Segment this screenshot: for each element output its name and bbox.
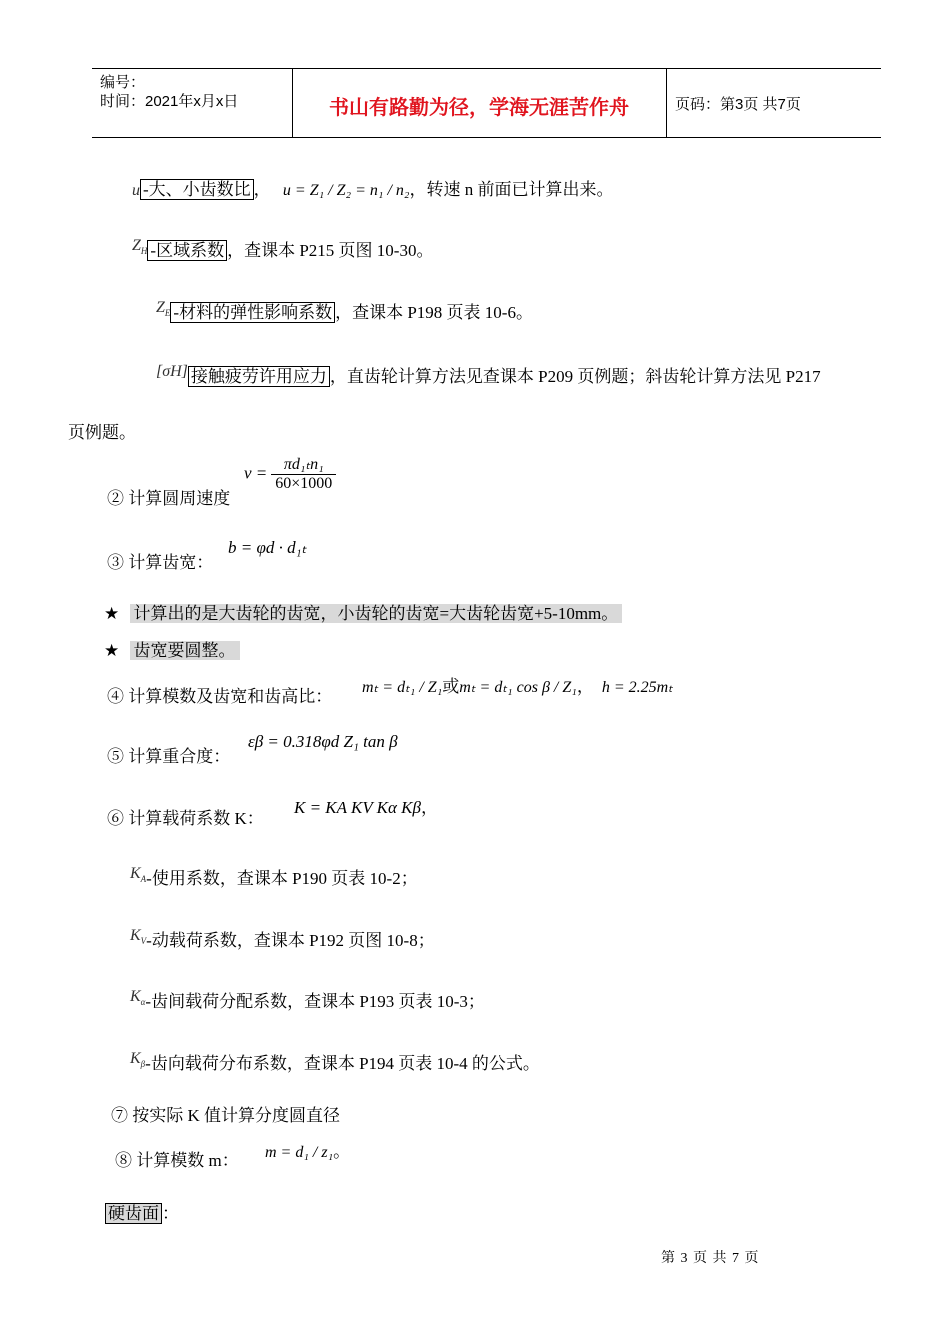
kv-symbol: K <box>130 927 141 944</box>
step8-formula-wrap <box>265 1137 350 1162</box>
zh-subscript: H <box>140 246 148 257</box>
kbeta-line <box>130 1049 540 1075</box>
step7-label: ⑦ 按实际 K 值计算分度圆直径 <box>111 1106 341 1125</box>
step3-formula: b = φd · d₁ₜ <box>228 538 307 557</box>
kbeta-symbol: K <box>130 1050 141 1067</box>
u-boxed-term: -大、小齿数比 <box>140 179 254 200</box>
zh-symbol: Z <box>132 237 141 254</box>
kalpha-subscript: α <box>140 997 146 1008</box>
ka-text: -使用系数，查课本 P190 页表 10-2； <box>146 869 418 888</box>
kalpha-line <box>130 987 485 1013</box>
sigma-h-boxed-term: 接触疲劳许用应力 <box>188 366 330 387</box>
sigma-h-symbol: [σH] <box>156 363 188 380</box>
step4-formula-3: h = 2.25mₜ <box>601 679 673 696</box>
ze-boxed-term: -材料的弹性影响系数 <box>170 302 335 323</box>
sigma-h-continuation: 页例题。 <box>68 423 136 442</box>
kalpha-symbol: K <box>130 988 141 1005</box>
ka-line <box>130 864 418 890</box>
header-left <box>100 73 238 111</box>
step2-denominator: 60×1000 <box>275 475 333 492</box>
step4-label: ④ 计算模数及齿宽和齿高比： <box>107 687 333 706</box>
step8-formula: m = d₁ / z₁ <box>265 1144 334 1161</box>
step5-formula: εβ = 0.318φd Z₁ tan β <box>248 732 398 751</box>
number-label: 编号： <box>100 74 146 91</box>
sigma-h-line <box>156 362 821 387</box>
zh-boxed-term: -区域系数 <box>147 240 227 261</box>
star-note-1 <box>104 599 622 624</box>
ka-subscript: A <box>140 874 147 885</box>
hard-surface-label: 硬齿面 <box>105 1203 162 1224</box>
header-page-label: 页码：第3页 共7页 <box>675 96 801 113</box>
step8-tail: 。 <box>333 1142 351 1161</box>
star-icon: ★ <box>104 604 120 624</box>
kv-line <box>130 926 435 952</box>
kbeta-text: -齿向载荷分布系数，查课本 P194 页表 10-4 的公式。 <box>145 1054 540 1073</box>
hard-surface-heading <box>105 1199 179 1224</box>
star-note-2 <box>104 636 240 661</box>
step6-formula-wrap <box>294 793 438 818</box>
hard-surface-colon: ： <box>162 1204 179 1223</box>
ze-subscript: E <box>164 308 171 319</box>
step3-label: ③ 计算齿宽： <box>107 553 214 572</box>
u-line <box>132 175 613 200</box>
ze-line <box>156 298 533 324</box>
step6-formula: K = KA KV Kα Kβ <box>294 798 421 817</box>
step4-formula-1: mₜ = dₜ₁ / Z₁ <box>362 679 443 696</box>
step4-or: 或 <box>442 677 460 696</box>
page-header <box>92 68 881 138</box>
kv-text: -动载荷系数，查课本 P192 页图 10-8； <box>146 931 435 950</box>
step5-label: ⑤ 计算重合度： <box>107 747 231 766</box>
u-tail: ，转速 n 前面已计算出来。 <box>409 180 614 199</box>
u-symbol: u <box>132 182 140 199</box>
step2-formula <box>244 454 336 493</box>
step8-label: ⑧ 计算模数 m： <box>115 1151 239 1170</box>
header-motto: 书山有路勤为径，学海无涯苦作舟 <box>329 95 629 119</box>
kbeta-subscript: β <box>140 1059 146 1070</box>
zh-line <box>132 236 433 262</box>
ze-tail: ，查课本 P198 页表 10-6。 <box>335 303 533 322</box>
zh-tail: ，查课本 P215 页图 10-30。 <box>227 241 434 260</box>
star-icon: ★ <box>104 641 120 661</box>
header-divider <box>666 69 667 137</box>
step6-label: ⑥ 计算载荷系数 K： <box>107 809 264 828</box>
page-footer: 第 3 页 共 7 页 <box>661 1251 760 1266</box>
star-note-1-text: 计算出的是大齿轮的齿宽，小齿轮的齿宽=大齿轮齿宽+5-10mm。 <box>130 604 623 623</box>
ze-symbol: Z <box>156 299 165 316</box>
step4-formula <box>362 672 673 697</box>
u-formula: u = Z₁ / Z₂ = n₁ / n₂ <box>282 182 410 199</box>
step2-numerator: πd₁ₜn₁ <box>271 454 336 475</box>
ka-symbol: K <box>130 865 141 882</box>
u-comma: ， <box>253 180 271 199</box>
step4-comma: ， <box>576 677 594 696</box>
step6-comma: ， <box>420 798 438 817</box>
step4-formula-2: mₜ = dₜ₁ cos β / Z₁ <box>459 679 577 696</box>
time-label: 时间：2021年x月x日 <box>100 93 239 110</box>
kv-subscript: V <box>140 936 147 947</box>
step2-label: ② 计算圆周速度 <box>107 489 231 508</box>
star-note-2-text: 齿宽要圆整。 <box>130 641 240 660</box>
kalpha-text: -齿间载荷分配系数，查课本 P193 页表 10-3； <box>145 992 485 1011</box>
sigma-h-tail: ，直齿轮计算方法见查课本 P209 页例题；斜齿轮计算方法见 P217 <box>329 367 821 386</box>
step2-lhs: v = <box>244 463 268 483</box>
